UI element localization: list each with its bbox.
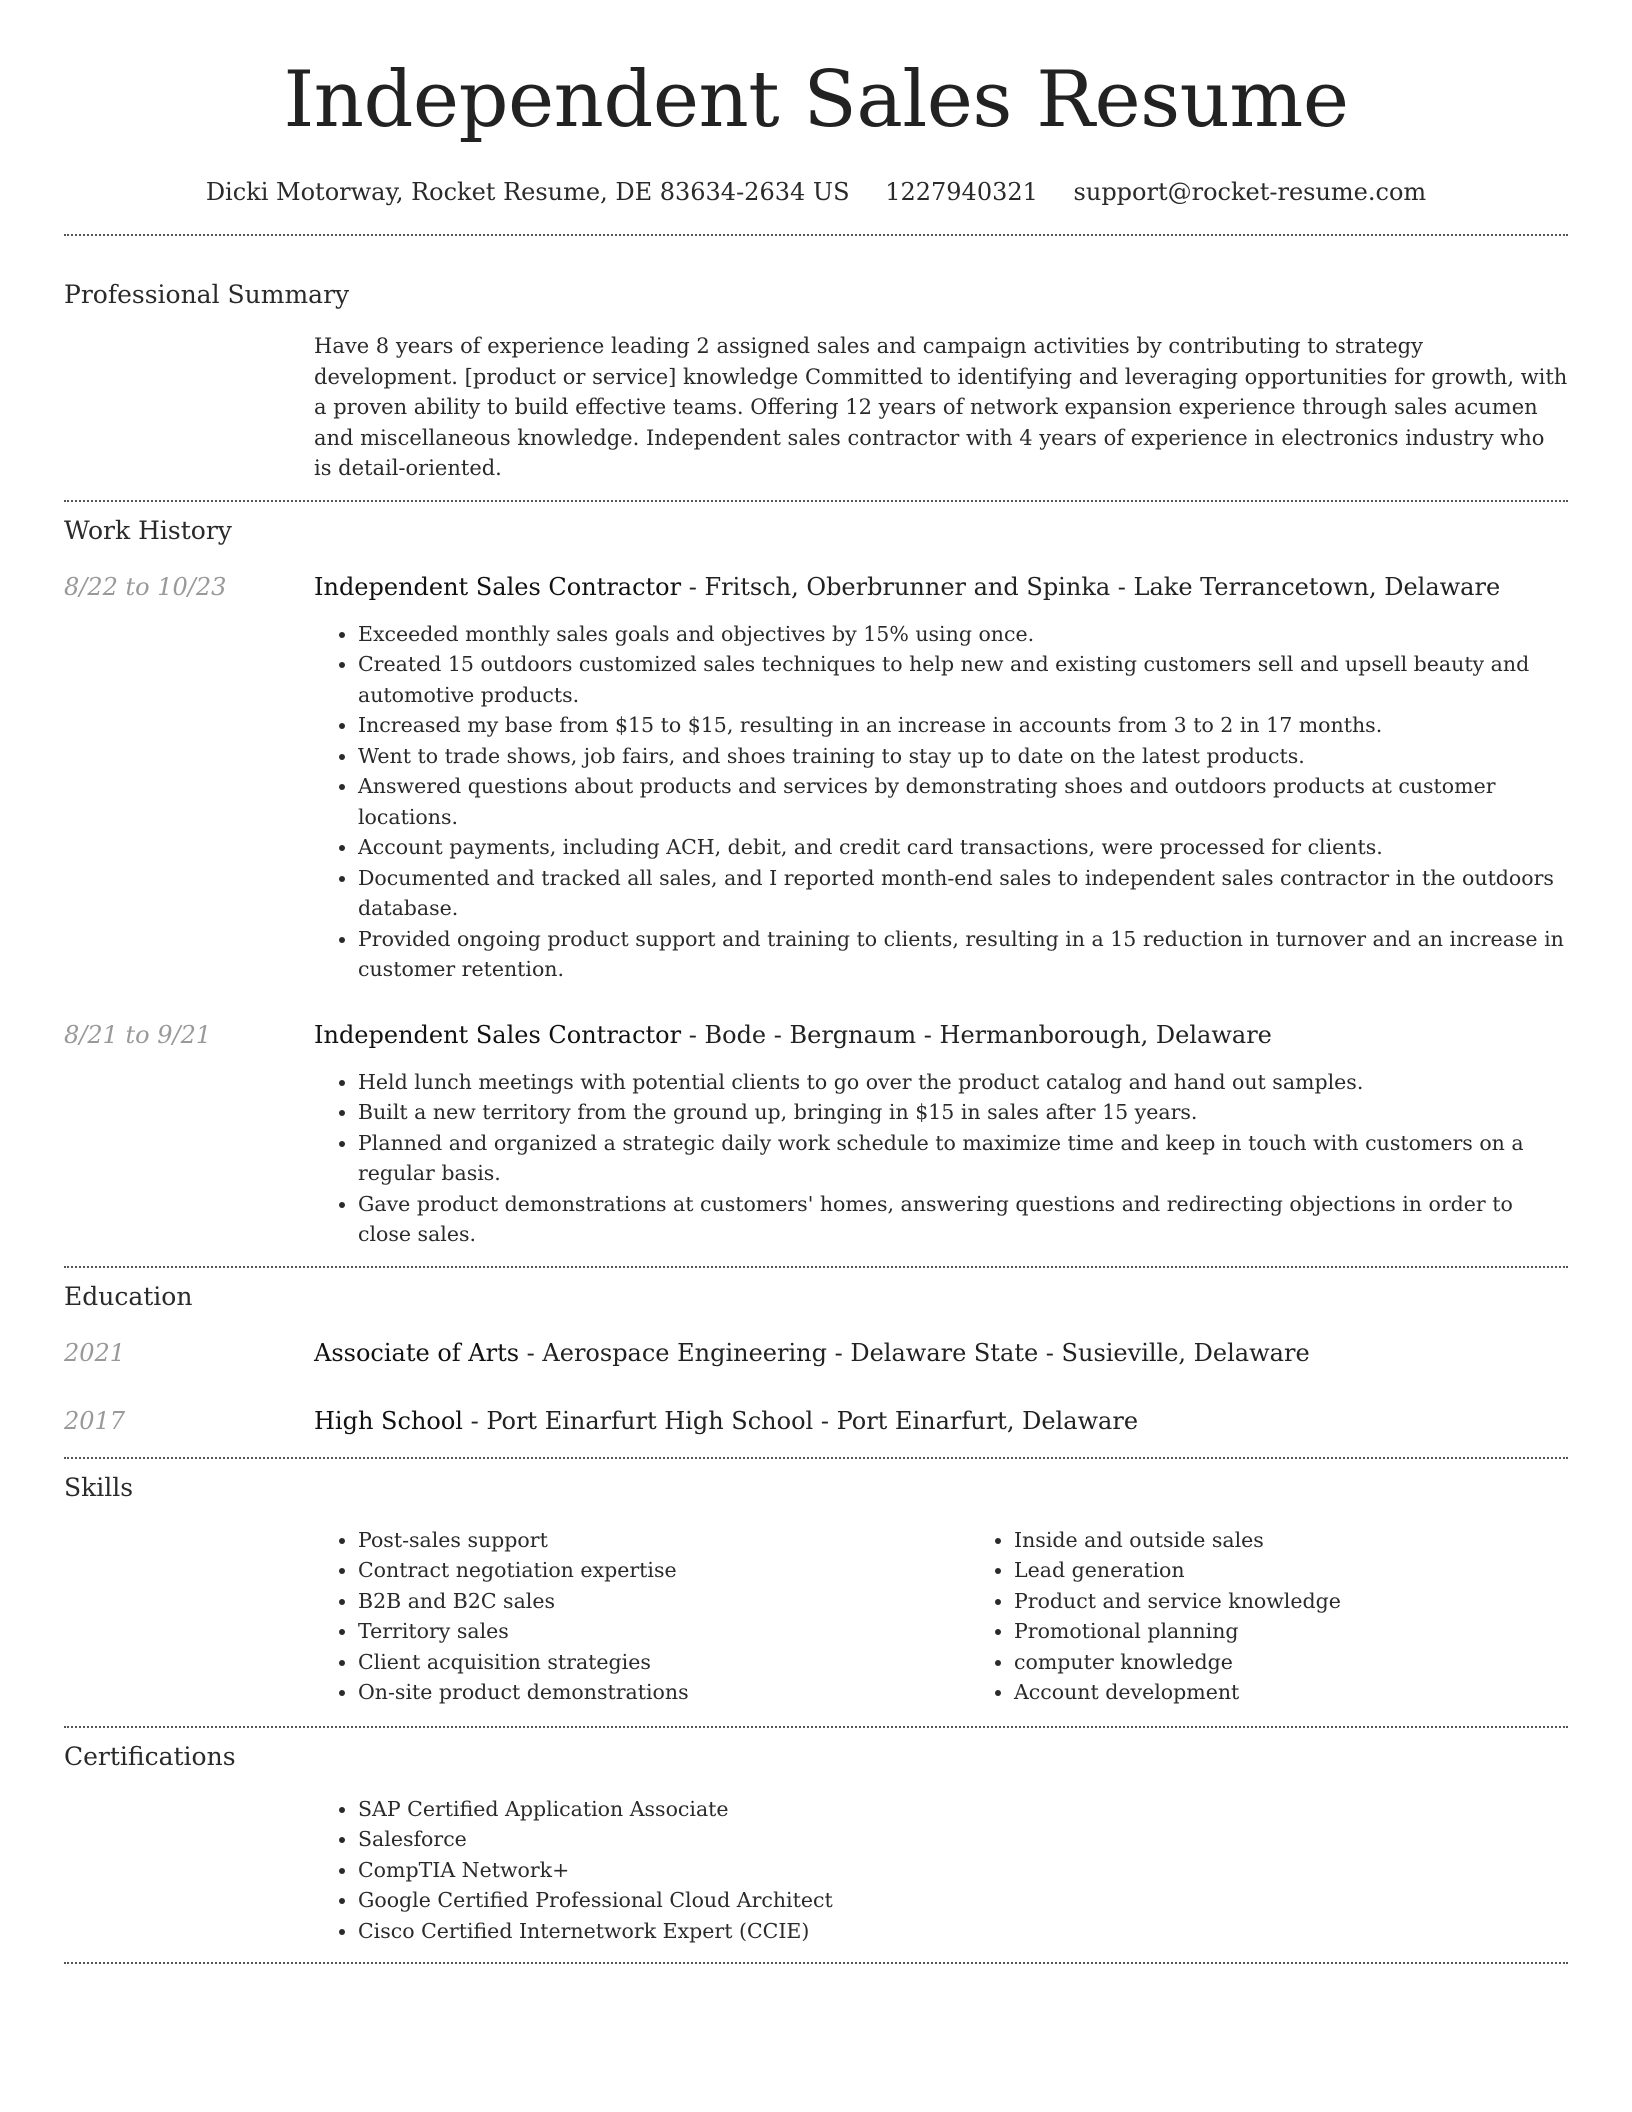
list-item: • Google Certified Professional Cloud Architect — [358, 1885, 1568, 1916]
certifications-heading: Certifications — [64, 1741, 236, 1771]
list-item: • Inside and outside sales — [1014, 1525, 1626, 1556]
summary-section — [64, 236, 1568, 484]
list-item: • Documented and tracked all sales, and I reported month-end sales to independent sales contractor in the outdoors database. — [358, 863, 1568, 924]
list-item: • Product and service knowledge — [1014, 1586, 1626, 1617]
summary-heading: Professional Summary — [64, 280, 350, 309]
list-item: • Went to trade shows, job fairs, and shoes training to stay up to date on the latest products. — [358, 741, 1568, 772]
list-item: • Held lunch meetings with potential clients to go over the product catalog and hand out samples. — [358, 1067, 1568, 1098]
job-details: - Bode - Bergnaum - Hermanborough, Delaware — [681, 1020, 1272, 1049]
divider — [64, 1962, 1568, 1964]
list-item: • Answered questions about products and services by demonstrating shoes and outdoors products at customer locations. — [358, 771, 1568, 832]
work-section — [64, 502, 1568, 1250]
list-item: • Account development — [1014, 1677, 1626, 1708]
list-item: • On-site product demonstrations — [358, 1677, 970, 1708]
skills-list-left — [314, 1525, 970, 1708]
resume-title: Independent Sales Resume — [283, 55, 1349, 145]
job-title — [314, 1019, 1568, 1051]
list-item: • Gave product demonstrations at customers' homes, answering questions and redirecting objections in order to close sales. — [358, 1189, 1568, 1250]
contact-line — [64, 176, 1568, 208]
certifications-section — [64, 1728, 1568, 1947]
list-item: • Promotional planning — [1014, 1616, 1626, 1647]
job-bullets — [314, 619, 1568, 985]
work-heading: Work History — [64, 515, 232, 545]
education-year: 2021 — [64, 1338, 126, 1367]
education-degree: Associate of Arts — [314, 1338, 520, 1367]
list-item: • Exceeded monthly sales goals and objectives by 15% using once. — [358, 619, 1568, 650]
education-section — [64, 1268, 1568, 1437]
list-item: • Cisco Certified Internetwork Expert (CCIE) — [358, 1916, 1568, 1947]
list-item: • Salesforce — [358, 1824, 1568, 1855]
list-item: • Client acquisition strategies — [358, 1647, 970, 1678]
education-entry — [64, 1337, 1568, 1369]
job-role: Independent Sales Contractor — [314, 1020, 682, 1049]
skills-list-right — [970, 1525, 1626, 1708]
list-item: • Account payments, including ACH, debit, and credit card transactions, were processed for clients. — [358, 832, 1568, 863]
job-bullets — [314, 1067, 1568, 1250]
list-item: • Territory sales — [358, 1616, 970, 1647]
list-item: • Provided ongoing product support and training to clients, resulting in a 15 reduction in turnover and an increase in customer retention. — [358, 924, 1568, 985]
job-entry — [64, 571, 1568, 985]
contact-phone: 1227940321 — [885, 178, 1038, 206]
list-item: • CompTIA Network+ — [358, 1855, 1568, 1886]
education-details: - Port Einarfurt High School - Port Einarfurt, Delaware — [462, 1406, 1139, 1435]
list-item: • Built a new territory from the ground up, bringing in $15 in sales after 15 years. — [358, 1097, 1568, 1128]
list-item: • computer knowledge — [1014, 1647, 1626, 1678]
list-item: • Increased my base from $15 to $15, resulting in an increase in accounts from 3 to 2 in 17 months. — [358, 710, 1568, 741]
job-details: - Fritsch, Oberbrunner and Spinka - Lake Terrancetown, Delaware — [681, 572, 1501, 601]
certifications-list — [314, 1794, 1568, 1947]
skills-grid — [314, 1525, 1626, 1708]
list-item: • Contract negotiation expertise — [358, 1555, 970, 1586]
job-dates: 8/21 to 9/21 — [64, 1020, 212, 1049]
education-entry — [64, 1405, 1568, 1437]
education-title — [314, 1405, 1568, 1437]
education-degree: High School — [314, 1406, 463, 1435]
list-item: • B2B and B2C sales — [358, 1586, 970, 1617]
job-role: Independent Sales Contractor — [314, 572, 682, 601]
skills-heading: Skills — [64, 1472, 134, 1502]
list-item: • Created 15 outdoors customized sales techniques to help new and existing customers sell and upsell beauty and automotive products. — [358, 649, 1568, 710]
education-details: - Aerospace Engineering - Delaware State - Susieville, Delaware — [519, 1338, 1310, 1367]
list-item: • Planned and organized a strategic daily work schedule to maximize time and keep in touch with customers on a regular basis. — [358, 1128, 1568, 1189]
education-heading: Education — [64, 1281, 193, 1311]
job-dates: 8/22 to 10/23 — [64, 572, 227, 601]
list-item: • SAP Certified Application Associate — [358, 1794, 1568, 1825]
list-item: • Post-sales support — [358, 1525, 970, 1556]
contact-email: support@rocket-resume.com — [1073, 178, 1427, 206]
job-title — [314, 571, 1568, 603]
summary-text: Have 8 years of experience leading 2 assigned sales and campaign activities by contributing to strategy development. [product or service] knowledge Committed to identifying and leveraging opportunities for growth, with a proven ability to build effective teams. Offering 12 years of network expansion experience through sales acumen and miscellaneous knowledge. Independent sales contractor with 4 years of experience in electronics industry who is detail-oriented. — [314, 334, 1568, 480]
skills-section — [64, 1459, 1568, 1708]
list-item: • Lead generation — [1014, 1555, 1626, 1586]
contact-address: Dicki Motorway, Rocket Resume, DE 83634-2634 US — [205, 178, 850, 206]
education-title — [314, 1337, 1568, 1369]
education-year: 2017 — [64, 1406, 126, 1435]
job-entry — [64, 1019, 1568, 1250]
